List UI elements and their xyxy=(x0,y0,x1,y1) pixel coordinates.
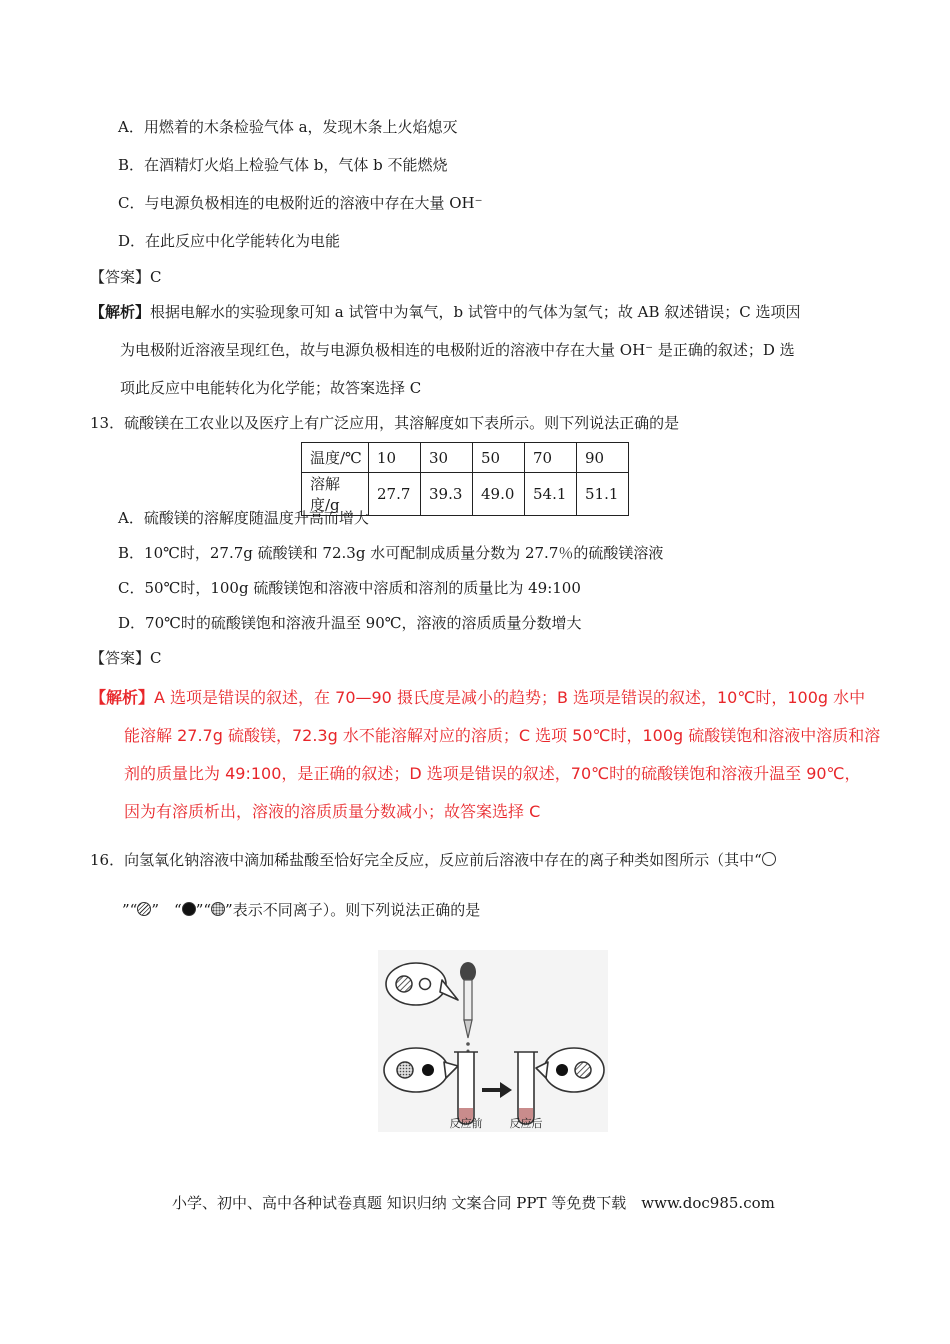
q12-analysis-line-1 xyxy=(90,302,801,322)
open-circle-ion-icon xyxy=(762,852,776,866)
q13-analysis-line-2: 能溶解 27.7g 硫酸镁，72.3g 水不能溶解对应的溶质；C 选项 50℃时，100g 硫酸镁饱和溶液中溶质和溶 xyxy=(124,726,881,745)
q16-stem-text-1: 16．向氢氧化钠溶液中滴加稀盐酸至恰好完全反应，反应前后溶液中存在的离子种类如图所示（其中“ xyxy=(90,851,762,869)
open-ion-icon xyxy=(420,979,431,990)
q16-stem-line-1 xyxy=(90,850,776,870)
label-before: 反应前 xyxy=(449,1117,483,1130)
q12-option-d: D．在此反应中化学能转化为电能 xyxy=(118,232,341,250)
table-cell: 溶解度/g xyxy=(302,473,369,516)
q13-option-d: D．70℃时的硫酸镁饱和溶液升温至 90℃，溶液的溶质质量分数增大 xyxy=(118,614,582,632)
q16-stem-text-2a: ”“ xyxy=(122,901,138,919)
table-cell: 39.3 xyxy=(421,473,473,516)
table-cell: 温度/℃ xyxy=(302,443,369,473)
page-footer: 小学、初中、高中各种试卷真题 知识归纳 文案合同 PPT 等免费下载 www.doc985.com xyxy=(172,1194,775,1212)
q13-analysis-line-3: 剂的质量比为 49:100，是正确的叙述；D 选项是错误的叙述，70℃时的硫酸镁饱和溶液升温至 90℃， xyxy=(124,764,861,783)
q16-stem-text-2b: ” “ xyxy=(151,901,182,919)
solid-circle-ion-icon xyxy=(182,902,196,916)
table-cell: 51.1 xyxy=(577,473,629,516)
q12-analysis-text-1: 根据电解水的实验现象可知 a 试管中为氧气，b 试管中的气体为氢气；故 AB 叙述错误；C 选项因 xyxy=(150,303,801,321)
q13-analysis-line-4: 因为有溶质析出，溶液的溶质质量分数减小；故答案选择 C xyxy=(124,802,541,821)
q13-option-c: C．50℃时，100g 硫酸镁饱和溶液中溶质和溶剂的质量比为 49:100 xyxy=(118,579,581,597)
table-cell: 27.7 xyxy=(369,473,421,516)
table-cell: 90 xyxy=(577,443,629,473)
dotted-circle-ion-icon xyxy=(211,902,225,916)
q13-answer: 【答案】C xyxy=(90,649,162,667)
q12-option-a: A．用燃着的木条检验气体 a，发现木条上火焰熄灭 xyxy=(118,118,458,136)
q13-analysis-line-1 xyxy=(90,688,865,708)
hatched-ion-icon xyxy=(396,976,412,992)
hatched-circle-ion-icon xyxy=(137,902,151,916)
q16-stem-text-2c: ”“ xyxy=(195,901,212,919)
q12-analysis-label: 【解析】 xyxy=(90,303,151,321)
q12-analysis-line-3: 项此反应中电能转化为化学能；故答案选择 C xyxy=(120,379,422,397)
table-cell: 54.1 xyxy=(525,473,577,516)
q13-option-b: B．10℃时，27.7g 硫酸镁和 72.3g 水可配制成质量分数为 27.7％的硫酸镁溶液 xyxy=(118,544,664,562)
q16-stem-line-2 xyxy=(122,900,480,920)
table-row xyxy=(302,443,629,473)
table-cell: 50 xyxy=(473,443,525,473)
label-after: 反应后 xyxy=(509,1117,543,1130)
q16-stem-text-2d: ”表示不同离子）。则下列说法正确的是 xyxy=(225,901,481,919)
test-tube-before xyxy=(454,1052,478,1124)
dotted-ion-icon xyxy=(397,1062,413,1078)
q13-analysis-text-1: A 选项是错误的叙述，在 70—90 摄氏度是减小的趋势；B 选项是错误的叙述，10℃时，100g 水中 xyxy=(154,688,866,707)
test-tube-after xyxy=(514,1052,538,1124)
q12-option-b: B．在酒精灯火焰上检验气体 b，气体 b 不能燃烧 xyxy=(118,156,448,174)
q13-stem: 13．硫酸镁在工农业以及医疗上有广泛应用，其溶解度如下表所示。则下列说法正确的是 xyxy=(90,414,680,432)
solid-ion-icon xyxy=(422,1064,434,1076)
solubility-table xyxy=(301,442,629,516)
q13-analysis-label: 【解析】 xyxy=(90,688,155,707)
q13-option-a: A．硫酸镁的溶解度随温度升高而增大 xyxy=(118,509,369,527)
table-cell: 49.0 xyxy=(473,473,525,516)
solid-ion-icon xyxy=(556,1064,568,1076)
hatched-ion-icon xyxy=(575,1062,591,1078)
q12-analysis-line-2: 为电极附近溶液呈现红色，故与电源负极相连的电极附近的溶液中存在大量 OH⁻ 是正确的叙述；D 选 xyxy=(120,341,795,359)
q12-option-c: C．与电源负极相连的电极附近的溶液中存在大量 OH⁻ xyxy=(118,194,483,212)
table-cell: 10 xyxy=(369,443,421,473)
table-cell: 70 xyxy=(525,443,577,473)
q12-answer: 【答案】C xyxy=(90,268,162,286)
reaction-diagram xyxy=(378,950,608,1132)
table-cell: 30 xyxy=(421,443,473,473)
